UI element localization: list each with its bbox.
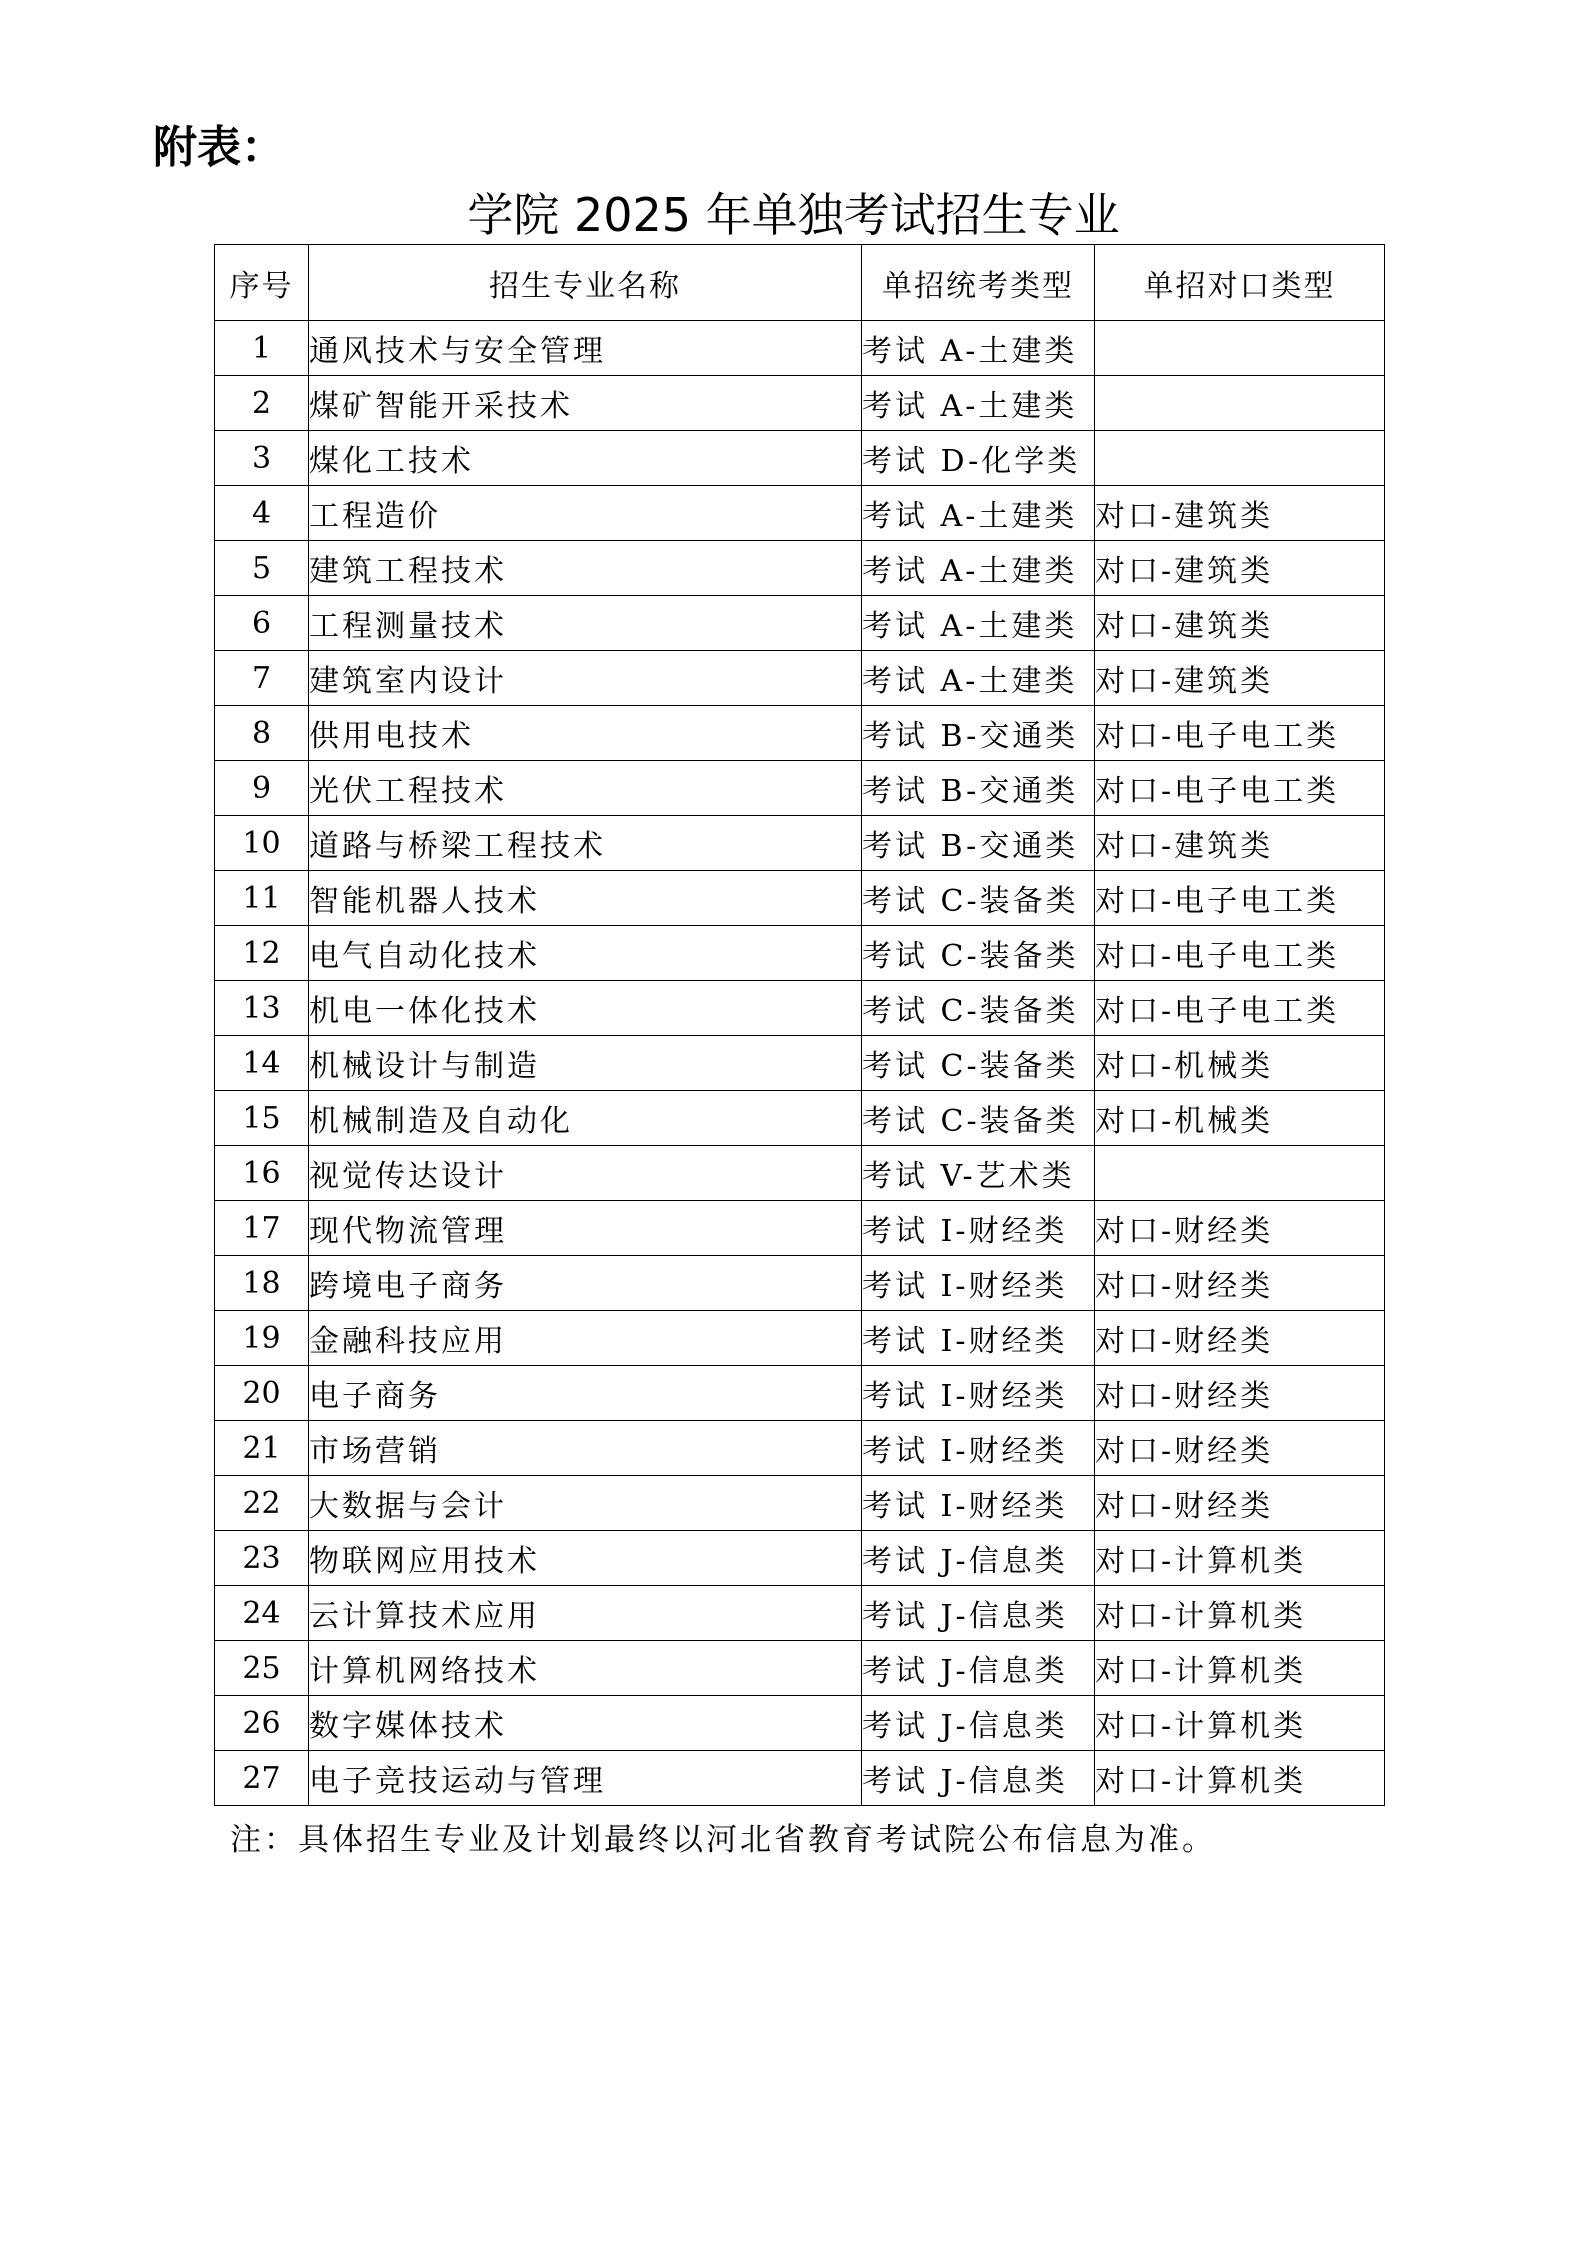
table-row bbox=[215, 1531, 1385, 1586]
cell-pair-type: 对口-财经类 bbox=[1095, 1476, 1385, 1531]
cell-exam-type: 考试 A-土建类 bbox=[862, 376, 1095, 431]
cell-major-name: 电气自动化技术 bbox=[309, 926, 862, 981]
table-row bbox=[215, 1256, 1385, 1311]
table-row bbox=[215, 1421, 1385, 1476]
cell-pair-type: 对口-建筑类 bbox=[1095, 541, 1385, 596]
cell-exam-type: 考试 I-财经类 bbox=[862, 1311, 1095, 1366]
cell-no: 18 bbox=[215, 1256, 309, 1311]
cell-exam-type: 考试 I-财经类 bbox=[862, 1476, 1095, 1531]
cell-major-name: 通风技术与安全管理 bbox=[309, 321, 862, 376]
table-row bbox=[215, 1476, 1385, 1531]
cell-exam-type: 考试 B-交通类 bbox=[862, 761, 1095, 816]
cell-no: 2 bbox=[215, 376, 309, 431]
cell-no: 17 bbox=[215, 1201, 309, 1256]
cell-major-name: 煤化工技术 bbox=[309, 431, 862, 486]
table-row bbox=[215, 541, 1385, 596]
cell-major-name: 工程造价 bbox=[309, 486, 862, 541]
cell-pair-type: 对口-电子电工类 bbox=[1095, 871, 1385, 926]
cell-major-name: 市场营销 bbox=[309, 1421, 862, 1476]
cell-pair-type: 对口-财经类 bbox=[1095, 1421, 1385, 1476]
table-row bbox=[215, 596, 1385, 651]
cell-pair-type: 对口-计算机类 bbox=[1095, 1531, 1385, 1586]
cell-major-name: 数字媒体技术 bbox=[309, 1696, 862, 1751]
cell-no: 26 bbox=[215, 1696, 309, 1751]
cell-pair-type: 对口-计算机类 bbox=[1095, 1751, 1385, 1806]
cell-pair-type: 对口-建筑类 bbox=[1095, 486, 1385, 541]
cell-no: 23 bbox=[215, 1531, 309, 1586]
cell-major-name: 建筑室内设计 bbox=[309, 651, 862, 706]
table-row bbox=[215, 926, 1385, 981]
cell-major-name: 物联网应用技术 bbox=[309, 1531, 862, 1586]
cell-exam-type: 考试 C-装备类 bbox=[862, 926, 1095, 981]
cell-exam-type: 考试 B-交通类 bbox=[862, 816, 1095, 871]
cell-pair-type: 对口-财经类 bbox=[1095, 1256, 1385, 1311]
cell-pair-type: 对口-财经类 bbox=[1095, 1201, 1385, 1256]
table-header-row bbox=[215, 245, 1385, 321]
cell-no: 27 bbox=[215, 1751, 309, 1806]
cell-major-name: 建筑工程技术 bbox=[309, 541, 862, 596]
cell-exam-type: 考试 J-信息类 bbox=[862, 1751, 1095, 1806]
cell-exam-type: 考试 C-装备类 bbox=[862, 871, 1095, 926]
table-row bbox=[215, 706, 1385, 761]
table-row bbox=[215, 1146, 1385, 1201]
cell-no: 12 bbox=[215, 926, 309, 981]
cell-no: 20 bbox=[215, 1366, 309, 1421]
cell-pair-type bbox=[1095, 431, 1385, 486]
cell-no: 5 bbox=[215, 541, 309, 596]
cell-no: 13 bbox=[215, 981, 309, 1036]
cell-pair-type: 对口-财经类 bbox=[1095, 1311, 1385, 1366]
cell-major-name: 供用电技术 bbox=[309, 706, 862, 761]
cell-exam-type: 考试 A-土建类 bbox=[862, 321, 1095, 376]
cell-exam-type: 考试 C-装备类 bbox=[862, 1036, 1095, 1091]
majors-table-body bbox=[215, 321, 1385, 1806]
table-row bbox=[215, 816, 1385, 871]
cell-no: 7 bbox=[215, 651, 309, 706]
cell-no: 16 bbox=[215, 1146, 309, 1201]
cell-pair-type bbox=[1095, 1146, 1385, 1201]
cell-pair-type: 对口-机械类 bbox=[1095, 1036, 1385, 1091]
table-row bbox=[215, 1641, 1385, 1696]
table-row bbox=[215, 376, 1385, 431]
cell-exam-type: 考试 I-财经类 bbox=[862, 1421, 1095, 1476]
table-row bbox=[215, 1586, 1385, 1641]
cell-exam-type: 考试 B-交通类 bbox=[862, 706, 1095, 761]
header-major-name: 招生专业名称 bbox=[309, 245, 862, 321]
appendix-label: 附表： bbox=[153, 122, 285, 173]
header-pair-type: 单招对口类型 bbox=[1095, 245, 1385, 321]
cell-no: 15 bbox=[215, 1091, 309, 1146]
cell-pair-type: 对口-计算机类 bbox=[1095, 1586, 1385, 1641]
page-title: 学院 2025 年单独考试招生专业 bbox=[467, 188, 1120, 242]
cell-major-name: 电子商务 bbox=[309, 1366, 862, 1421]
cell-pair-type: 对口-电子电工类 bbox=[1095, 981, 1385, 1036]
cell-major-name: 云计算技术应用 bbox=[309, 1586, 862, 1641]
cell-exam-type: 考试 A-土建类 bbox=[862, 541, 1095, 596]
cell-major-name: 道路与桥梁工程技术 bbox=[309, 816, 862, 871]
cell-no: 25 bbox=[215, 1641, 309, 1696]
cell-pair-type: 对口-建筑类 bbox=[1095, 816, 1385, 871]
cell-exam-type: 考试 D-化学类 bbox=[862, 431, 1095, 486]
cell-major-name: 机械制造及自动化 bbox=[309, 1091, 862, 1146]
cell-no: 22 bbox=[215, 1476, 309, 1531]
cell-pair-type: 对口-电子电工类 bbox=[1095, 761, 1385, 816]
header-exam-type: 单招统考类型 bbox=[862, 245, 1095, 321]
cell-major-name: 跨境电子商务 bbox=[309, 1256, 862, 1311]
cell-no: 21 bbox=[215, 1421, 309, 1476]
table-row bbox=[215, 321, 1385, 376]
cell-exam-type: 考试 C-装备类 bbox=[862, 981, 1095, 1036]
cell-major-name: 电子竞技运动与管理 bbox=[309, 1751, 862, 1806]
cell-pair-type: 对口-建筑类 bbox=[1095, 651, 1385, 706]
cell-no: 3 bbox=[215, 431, 309, 486]
cell-no: 8 bbox=[215, 706, 309, 761]
cell-pair-type: 对口-财经类 bbox=[1095, 1366, 1385, 1421]
cell-no: 19 bbox=[215, 1311, 309, 1366]
cell-no: 6 bbox=[215, 596, 309, 651]
cell-major-name: 机电一体化技术 bbox=[309, 981, 862, 1036]
cell-exam-type: 考试 A-土建类 bbox=[862, 486, 1095, 541]
cell-major-name: 智能机器人技术 bbox=[309, 871, 862, 926]
table-row bbox=[215, 761, 1385, 816]
cell-no: 11 bbox=[215, 871, 309, 926]
cell-pair-type: 对口-电子电工类 bbox=[1095, 706, 1385, 761]
cell-exam-type: 考试 I-财经类 bbox=[862, 1366, 1095, 1421]
cell-no: 1 bbox=[215, 321, 309, 376]
cell-no: 9 bbox=[215, 761, 309, 816]
table-row bbox=[215, 431, 1385, 486]
table-row bbox=[215, 871, 1385, 926]
table-row bbox=[215, 1036, 1385, 1091]
cell-major-name: 工程测量技术 bbox=[309, 596, 862, 651]
table-row bbox=[215, 1751, 1385, 1806]
table-row bbox=[215, 1091, 1385, 1146]
table-row bbox=[215, 1696, 1385, 1751]
table-row bbox=[215, 981, 1385, 1036]
table-row bbox=[215, 1366, 1385, 1421]
cell-exam-type: 考试 J-信息类 bbox=[862, 1696, 1095, 1751]
cell-major-name: 大数据与会计 bbox=[309, 1476, 862, 1531]
cell-exam-type: 考试 V-艺术类 bbox=[862, 1146, 1095, 1201]
cell-pair-type: 对口-建筑类 bbox=[1095, 596, 1385, 651]
cell-exam-type: 考试 I-财经类 bbox=[862, 1201, 1095, 1256]
cell-pair-type: 对口-电子电工类 bbox=[1095, 926, 1385, 981]
footnote: 注：具体招生专业及计划最终以河北省教育考试院公布信息为准。 bbox=[230, 1822, 1216, 1858]
cell-exam-type: 考试 A-土建类 bbox=[862, 651, 1095, 706]
header-no: 序号 bbox=[215, 245, 309, 321]
cell-exam-type: 考试 C-装备类 bbox=[862, 1091, 1095, 1146]
table-row bbox=[215, 651, 1385, 706]
table-row bbox=[215, 1311, 1385, 1366]
cell-exam-type: 考试 A-土建类 bbox=[862, 596, 1095, 651]
cell-pair-type: 对口-计算机类 bbox=[1095, 1696, 1385, 1751]
cell-major-name: 计算机网络技术 bbox=[309, 1641, 862, 1696]
cell-exam-type: 考试 J-信息类 bbox=[862, 1641, 1095, 1696]
cell-no: 4 bbox=[215, 486, 309, 541]
cell-exam-type: 考试 I-财经类 bbox=[862, 1256, 1095, 1311]
majors-table bbox=[214, 244, 1385, 1806]
cell-pair-type bbox=[1095, 321, 1385, 376]
cell-pair-type: 对口-计算机类 bbox=[1095, 1641, 1385, 1696]
cell-major-name: 煤矿智能开采技术 bbox=[309, 376, 862, 431]
cell-major-name: 视觉传达设计 bbox=[309, 1146, 862, 1201]
cell-exam-type: 考试 J-信息类 bbox=[862, 1586, 1095, 1641]
cell-major-name: 金融科技应用 bbox=[309, 1311, 862, 1366]
cell-major-name: 机械设计与制造 bbox=[309, 1036, 862, 1091]
cell-pair-type bbox=[1095, 376, 1385, 431]
table-row bbox=[215, 1201, 1385, 1256]
cell-major-name: 光伏工程技术 bbox=[309, 761, 862, 816]
cell-no: 14 bbox=[215, 1036, 309, 1091]
cell-exam-type: 考试 J-信息类 bbox=[862, 1531, 1095, 1586]
cell-no: 10 bbox=[215, 816, 309, 871]
cell-major-name: 现代物流管理 bbox=[309, 1201, 862, 1256]
table-row bbox=[215, 486, 1385, 541]
cell-no: 24 bbox=[215, 1586, 309, 1641]
cell-pair-type: 对口-机械类 bbox=[1095, 1091, 1385, 1146]
